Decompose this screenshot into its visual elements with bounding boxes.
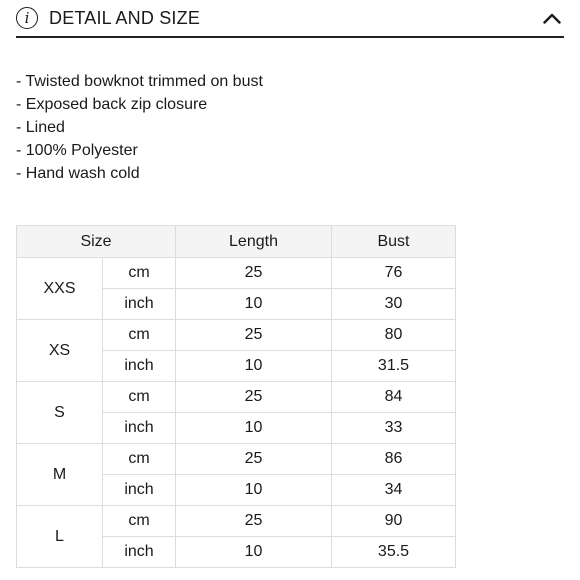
bust-cell: 90 xyxy=(332,506,456,537)
table-row xyxy=(17,258,456,289)
table-row xyxy=(17,444,456,475)
section-header xyxy=(16,7,200,29)
length-cell: 25 xyxy=(176,506,332,537)
length-cell: 10 xyxy=(176,413,332,444)
size-column-header: Size xyxy=(17,226,176,258)
info-icon: i xyxy=(16,7,38,29)
size-label: M xyxy=(17,444,103,506)
detail-list xyxy=(16,70,263,185)
detail-and-size-toggle[interactable] xyxy=(16,0,564,38)
unit-cell: inch xyxy=(103,289,176,320)
size-label: XXS xyxy=(17,258,103,320)
length-cell: 10 xyxy=(176,537,332,568)
length-cell: 10 xyxy=(176,351,332,382)
table-row xyxy=(17,382,456,413)
length-cell: 25 xyxy=(176,382,332,413)
size-label: L xyxy=(17,506,103,568)
detail-item: - Twisted bowknot trimmed on bust xyxy=(16,73,263,90)
bust-cell: 34 xyxy=(332,475,456,506)
length-column-header: Length xyxy=(176,226,332,258)
size-table-header-row xyxy=(17,226,456,258)
bust-cell: 80 xyxy=(332,320,456,351)
detail-item: - Exposed back zip closure xyxy=(16,96,208,113)
bust-cell: 86 xyxy=(332,444,456,475)
table-row xyxy=(17,320,456,351)
bust-cell: 76 xyxy=(332,258,456,289)
bust-cell: 31.5 xyxy=(332,351,456,382)
length-cell: 10 xyxy=(176,289,332,320)
length-cell: 25 xyxy=(176,320,332,351)
unit-cell: inch xyxy=(103,413,176,444)
size-table xyxy=(16,225,456,568)
detail-item: - 100% Polyester xyxy=(16,142,138,159)
bust-cell: 35.5 xyxy=(332,537,456,568)
unit-cell: cm xyxy=(103,444,176,475)
bust-cell: 30 xyxy=(332,289,456,320)
unit-cell: cm xyxy=(103,258,176,289)
detail-item: - Hand wash cold xyxy=(16,165,140,182)
section-title: DETAIL AND SIZE xyxy=(49,7,201,28)
table-row xyxy=(17,506,456,537)
detail-item: - Lined xyxy=(16,119,65,136)
unit-cell: inch xyxy=(103,537,176,568)
size-label: S xyxy=(17,382,103,444)
bust-cell: 84 xyxy=(332,382,456,413)
unit-cell: inch xyxy=(103,351,176,382)
length-cell: 25 xyxy=(176,444,332,475)
unit-cell: cm xyxy=(103,506,176,537)
unit-cell: cm xyxy=(103,382,176,413)
unit-cell: cm xyxy=(103,320,176,351)
length-cell: 10 xyxy=(176,475,332,506)
unit-cell: inch xyxy=(103,475,176,506)
chevron-up-icon[interactable] xyxy=(542,11,562,25)
size-label: XS xyxy=(17,320,103,382)
length-cell: 25 xyxy=(176,258,332,289)
bust-cell: 33 xyxy=(332,413,456,444)
bust-column-header: Bust xyxy=(332,226,456,258)
